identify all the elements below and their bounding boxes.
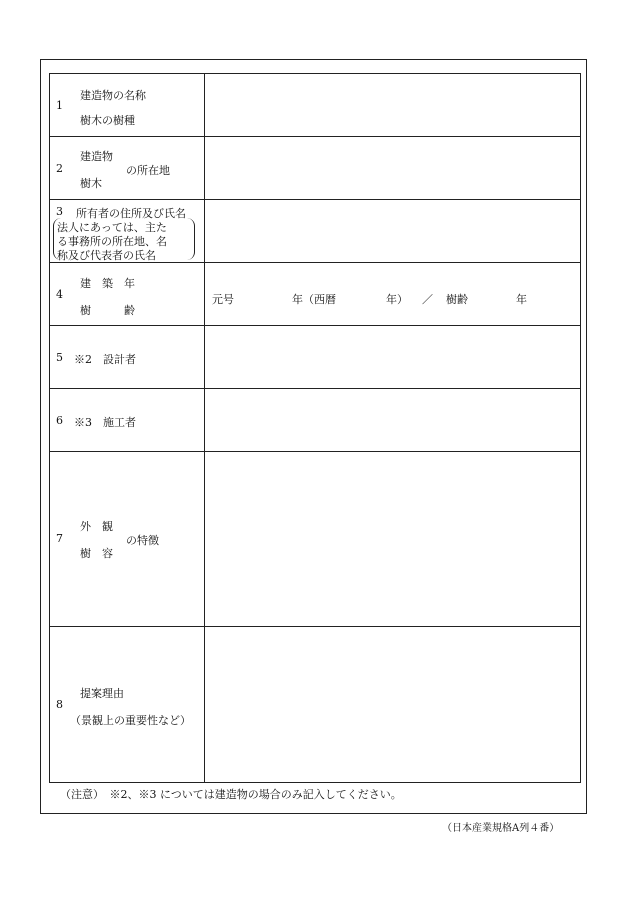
row-7 xyxy=(50,452,581,627)
label-location: の所在地 xyxy=(126,164,170,177)
field-location[interactable] xyxy=(205,137,581,200)
label-owner: 所有者の住所及び氏名 xyxy=(76,207,186,220)
owner-note-line-3: 称及び代表者の氏名 xyxy=(57,249,156,262)
label-designer: ※2 設計者 xyxy=(74,353,136,366)
row-number-7: 7 xyxy=(56,532,63,545)
label-appearance: 外 観 xyxy=(80,520,113,533)
label-build-year: 建 築 年 xyxy=(80,277,135,290)
row-number-5: 5 xyxy=(56,351,63,364)
tree-age-label: 樹齢 xyxy=(446,293,468,306)
row-number-2: 2 xyxy=(56,162,63,175)
field-owner[interactable] xyxy=(205,200,581,263)
label-structure: 建造物 xyxy=(80,150,113,163)
row-number-8: 8 xyxy=(56,698,63,711)
label-tree-species: 樹木の樹種 xyxy=(80,114,135,127)
label-tree-age: 樹 齢 xyxy=(80,304,135,317)
slash-separator: ／ xyxy=(422,293,433,306)
paper-size-note: （日本産業規格A列４番） xyxy=(442,823,560,834)
row-number-6: 6 xyxy=(56,414,63,427)
field-designer[interactable] xyxy=(205,326,581,389)
label-cell-5 xyxy=(50,326,205,389)
row-number-1: 1 xyxy=(56,99,63,112)
label-cell-4 xyxy=(50,263,205,326)
footnote: （注意） ※2、※3 については建造物の場合のみ記入してください。 xyxy=(60,788,402,801)
western-year-label: 年（西暦 xyxy=(292,293,336,306)
row-number-4: 4 xyxy=(56,288,63,301)
row-1 xyxy=(50,74,581,137)
label-cell-2 xyxy=(50,137,205,200)
label-features: の特徴 xyxy=(126,534,159,547)
label-reason: 提案理由 xyxy=(80,687,124,700)
field-year-age[interactable] xyxy=(205,263,581,326)
row-4 xyxy=(50,263,581,326)
owner-note-line-2: る事務所の所在地、名 xyxy=(57,235,167,248)
label-tree: 樹木 xyxy=(80,177,102,190)
field-features[interactable] xyxy=(205,452,581,627)
field-reason[interactable] xyxy=(205,627,581,783)
label-tree-form: 樹 容 xyxy=(80,547,113,560)
owner-note-line-1: 法人にあっては、主た xyxy=(57,221,167,234)
label-structure-name: 建造物の名称 xyxy=(80,89,146,102)
row-8 xyxy=(50,627,581,783)
row-3 xyxy=(50,200,581,263)
field-builder[interactable] xyxy=(205,389,581,452)
row-2 xyxy=(50,137,581,200)
label-reason-note: （景観上の重要性など） xyxy=(70,714,191,727)
label-cell-1 xyxy=(50,74,205,137)
field-name[interactable] xyxy=(205,74,581,137)
label-builder: ※3 施工者 xyxy=(74,416,136,429)
row-number-3: 3 xyxy=(56,205,63,218)
row-6 xyxy=(50,389,581,452)
year-close-label: 年） xyxy=(386,293,408,306)
label-cell-7 xyxy=(50,452,205,627)
label-cell-3 xyxy=(50,200,205,263)
label-cell-6 xyxy=(50,389,205,452)
era-label: 元号 xyxy=(212,293,234,306)
row-5 xyxy=(50,326,581,389)
label-cell-8 xyxy=(50,627,205,783)
age-year-label: 年 xyxy=(516,293,527,306)
form-table xyxy=(49,73,581,783)
